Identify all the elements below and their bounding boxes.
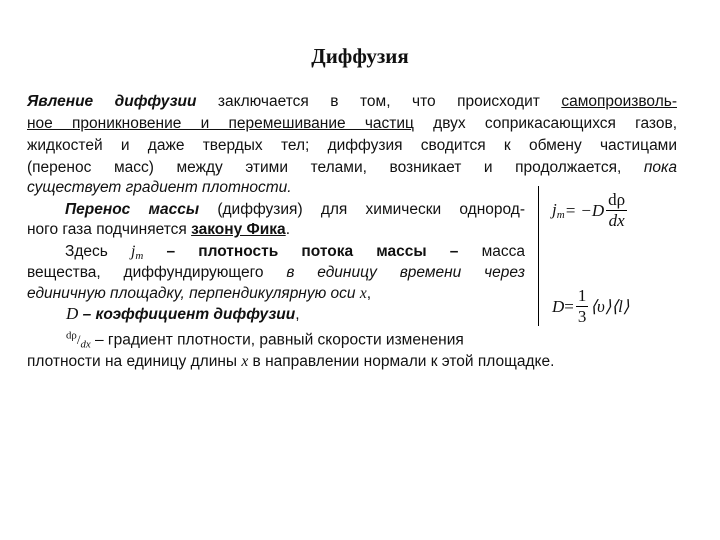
d-lhs: D	[552, 296, 565, 316]
p2-l2-text: ного газа подчиняется	[27, 221, 192, 238]
page-title: Диффузия	[311, 44, 409, 68]
fick-sub: m	[556, 209, 565, 221]
p1-l1-text: заключается в том, что происходит	[196, 93, 562, 110]
paragraph-1-line-4	[27, 158, 677, 178]
paragraph-3-line-3	[27, 284, 371, 304]
p3-l2-text: вещества, диффундирующего	[27, 264, 287, 281]
paragraph-2-line-2	[27, 220, 290, 240]
p1-l2-underlined: ное проникновение и перемешивание частиц	[27, 115, 414, 132]
fick-fraction: $\frac{d\rho}{dx}$	[608, 190, 626, 230]
p3-l3-end: ,	[366, 285, 372, 302]
D-symbol: D	[66, 304, 79, 323]
fick-law-formula	[552, 190, 629, 231]
mass-transfer-term: Перенос массы	[65, 201, 200, 218]
p3-l6-end: в направлении нормали к этой площадке.	[248, 353, 555, 370]
fick-eq: = −D	[564, 200, 605, 220]
diffusion-term: Явление диффузии	[27, 93, 197, 110]
gradient-text: – градиент плотности, равный скорости изменения	[90, 331, 464, 349]
paragraph-1-line-5	[27, 178, 292, 198]
p1-l2-text: двух соприкасающихся газов,	[413, 115, 677, 132]
paragraph-3-line-2	[27, 263, 525, 283]
fick-law-link[interactable]: закону Фика	[191, 221, 286, 238]
p2-l2-end: .	[285, 221, 290, 238]
flux-density-term: – плотность потока массы –	[143, 243, 459, 260]
diffusion-coefficient-formula	[552, 286, 629, 327]
one-third-fraction: $\frac{1}{3}$	[577, 286, 587, 326]
here-word: Здесь	[65, 243, 132, 260]
paragraph-1-line-3: жидкостей и даже твердых тел; диффузия сводится к обмену частицами	[27, 137, 677, 154]
p2-l1-text: (диффузия) для химически однород-	[199, 201, 525, 218]
gradient-symbol: $^{d\rho}/_{dx}$	[66, 330, 91, 351]
p3-l4-end: ,	[295, 306, 300, 323]
p3-l6-text: плотности на единицу длины	[27, 353, 242, 370]
p1-l4-italic: пока	[643, 159, 677, 176]
d-eq: =	[564, 296, 574, 316]
x-symbol-2: x	[241, 353, 249, 370]
p1-l5-italic: существует градиент плотности.	[27, 179, 292, 196]
paragraph-1-line-1	[27, 92, 677, 112]
paragraph-3-line-6	[27, 352, 554, 372]
d-rhs: ⟨υ⟩⟨l⟩	[590, 296, 630, 316]
formula-divider	[538, 186, 539, 326]
p3-l2-italic: в единицу времени через	[286, 264, 525, 281]
fick-lhs: j	[552, 200, 557, 219]
diffusion-coefficient-term: – коэффициент диффузии	[78, 306, 296, 323]
jm-symbol: $j_m$	[131, 243, 144, 262]
p1-l4-text: (перенос масс) между этими телами, возникает и продолжается,	[27, 159, 644, 176]
p3-l3-italic: единичную площадку, перпендикулярную оси	[27, 285, 360, 302]
paragraph-3-line-5	[66, 326, 464, 355]
paragraph-3-line-4	[66, 304, 300, 325]
paragraph-1-line-2	[27, 114, 677, 134]
paragraph-2-line-1	[27, 200, 525, 220]
p1-l1-underlined: самопроизволь-	[561, 93, 677, 110]
mass-word: масса	[458, 243, 525, 260]
x-symbol: x	[359, 285, 367, 302]
